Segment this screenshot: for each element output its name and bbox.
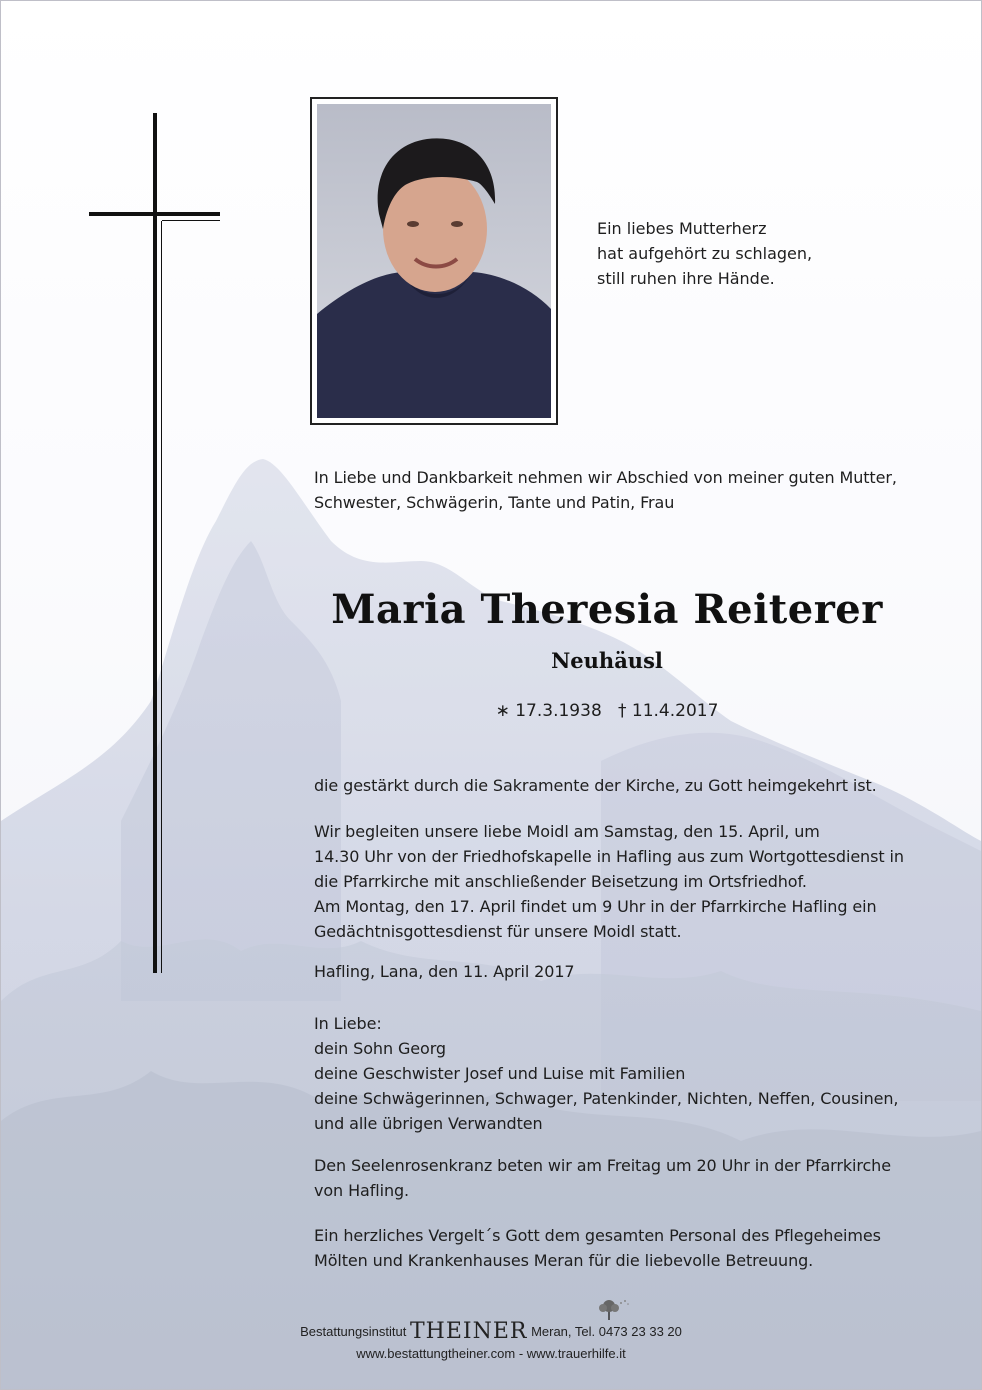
funeral-home-brand: THEINER xyxy=(409,1319,528,1344)
sacraments-line: die gestärkt durch die Sakramente der Kirche, zu Gott heimgekehrt ist. xyxy=(314,776,877,795)
cross-shadow-line xyxy=(162,220,220,221)
poem-line: still ruhen ihre Hände. xyxy=(597,269,775,288)
deceased-nickname: Neuhäusl xyxy=(551,648,663,673)
funeral-line: Am Montag, den 17. April findet um 9 Uhr in der Pfarrkirche Hafling ein xyxy=(314,897,877,916)
mourners-line: und alle übrigen Verwandten xyxy=(314,1114,543,1133)
rosary-paragraph xyxy=(314,1153,914,1203)
mourners-line: deine Schwägerinnen, Schwager, Patenkinder, Nichten, Neffen, Cousinen, xyxy=(314,1089,899,1108)
cross-shadow-line-vertical xyxy=(161,221,162,973)
mourners-line: dein Sohn Georg xyxy=(314,1039,446,1058)
rosary-line: Den Seelenrosenkranz beten wir am Freitag um 20 Uhr in der Pfarrkirche xyxy=(314,1156,891,1175)
mourners-line: In Liebe: xyxy=(314,1014,382,1033)
intro-line: In Liebe und Dankbarkeit nehmen wir Abschied von meiner guten Mutter, xyxy=(314,468,897,487)
poem-line: hat aufgehört zu schlagen, xyxy=(597,244,813,263)
place-date: Hafling, Lana, den 11. April 2017 xyxy=(314,962,575,981)
funeral-line: 14.30 Uhr von der Friedhofskapelle in Hafling aus zum Wortgottesdienst in xyxy=(314,847,904,866)
poem xyxy=(597,216,812,291)
mourners-list xyxy=(314,1011,914,1136)
birth-symbol: ∗ xyxy=(495,701,510,721)
funeral-home-web[interactable]: www.bestattungtheiner.com - www.trauerhilfe.it xyxy=(356,1346,626,1361)
mourners-line: deine Geschwister Josef und Luise mit Familien xyxy=(314,1064,686,1083)
thanks-line: Mölten und Krankenhauses Meran für die liebevolle Betreuung. xyxy=(314,1251,814,1270)
tree-logo-icon xyxy=(587,1297,631,1321)
funeral-line: Wir begleiten unsere liebe Moidl am Samstag, den 15. April, um xyxy=(314,822,820,841)
life-dates xyxy=(281,701,933,721)
rosary-line: von Hafling. xyxy=(314,1181,410,1200)
funeral-line: Gedächtnisgottesdienst für unsere Moidl statt. xyxy=(314,922,682,941)
death-date: 11.4.2017 xyxy=(631,701,719,721)
birth-date: 17.3.1938 xyxy=(515,701,602,721)
poem-line: Ein liebes Mutterherz xyxy=(597,219,767,238)
death-symbol: † xyxy=(617,701,627,721)
intro-line: Schwester, Schwägerin, Tante und Patin, Frau xyxy=(314,493,675,512)
intro-paragraph xyxy=(314,465,914,515)
portrait-photo xyxy=(317,104,551,418)
funeral-home-line xyxy=(1,1319,981,1344)
funeral-line: die Pfarrkirche mit anschließender Beisetzung im Ortsfriedhof. xyxy=(314,872,807,891)
cross-vertical-beam xyxy=(153,113,157,973)
funeral-home-prefix: Bestattungsinstitut xyxy=(300,1324,407,1339)
funeral-home-contact: Meran, Tel. 0473 23 33 20 xyxy=(531,1324,682,1339)
thanks-paragraph xyxy=(314,1223,914,1273)
deceased-name: Maria Theresia Reiterer xyxy=(331,586,883,633)
funeral-paragraph xyxy=(314,819,914,944)
thanks-line: Ein herzliches Vergelt´s Gott dem gesamten Personal des Pflegeheimes xyxy=(314,1226,881,1245)
